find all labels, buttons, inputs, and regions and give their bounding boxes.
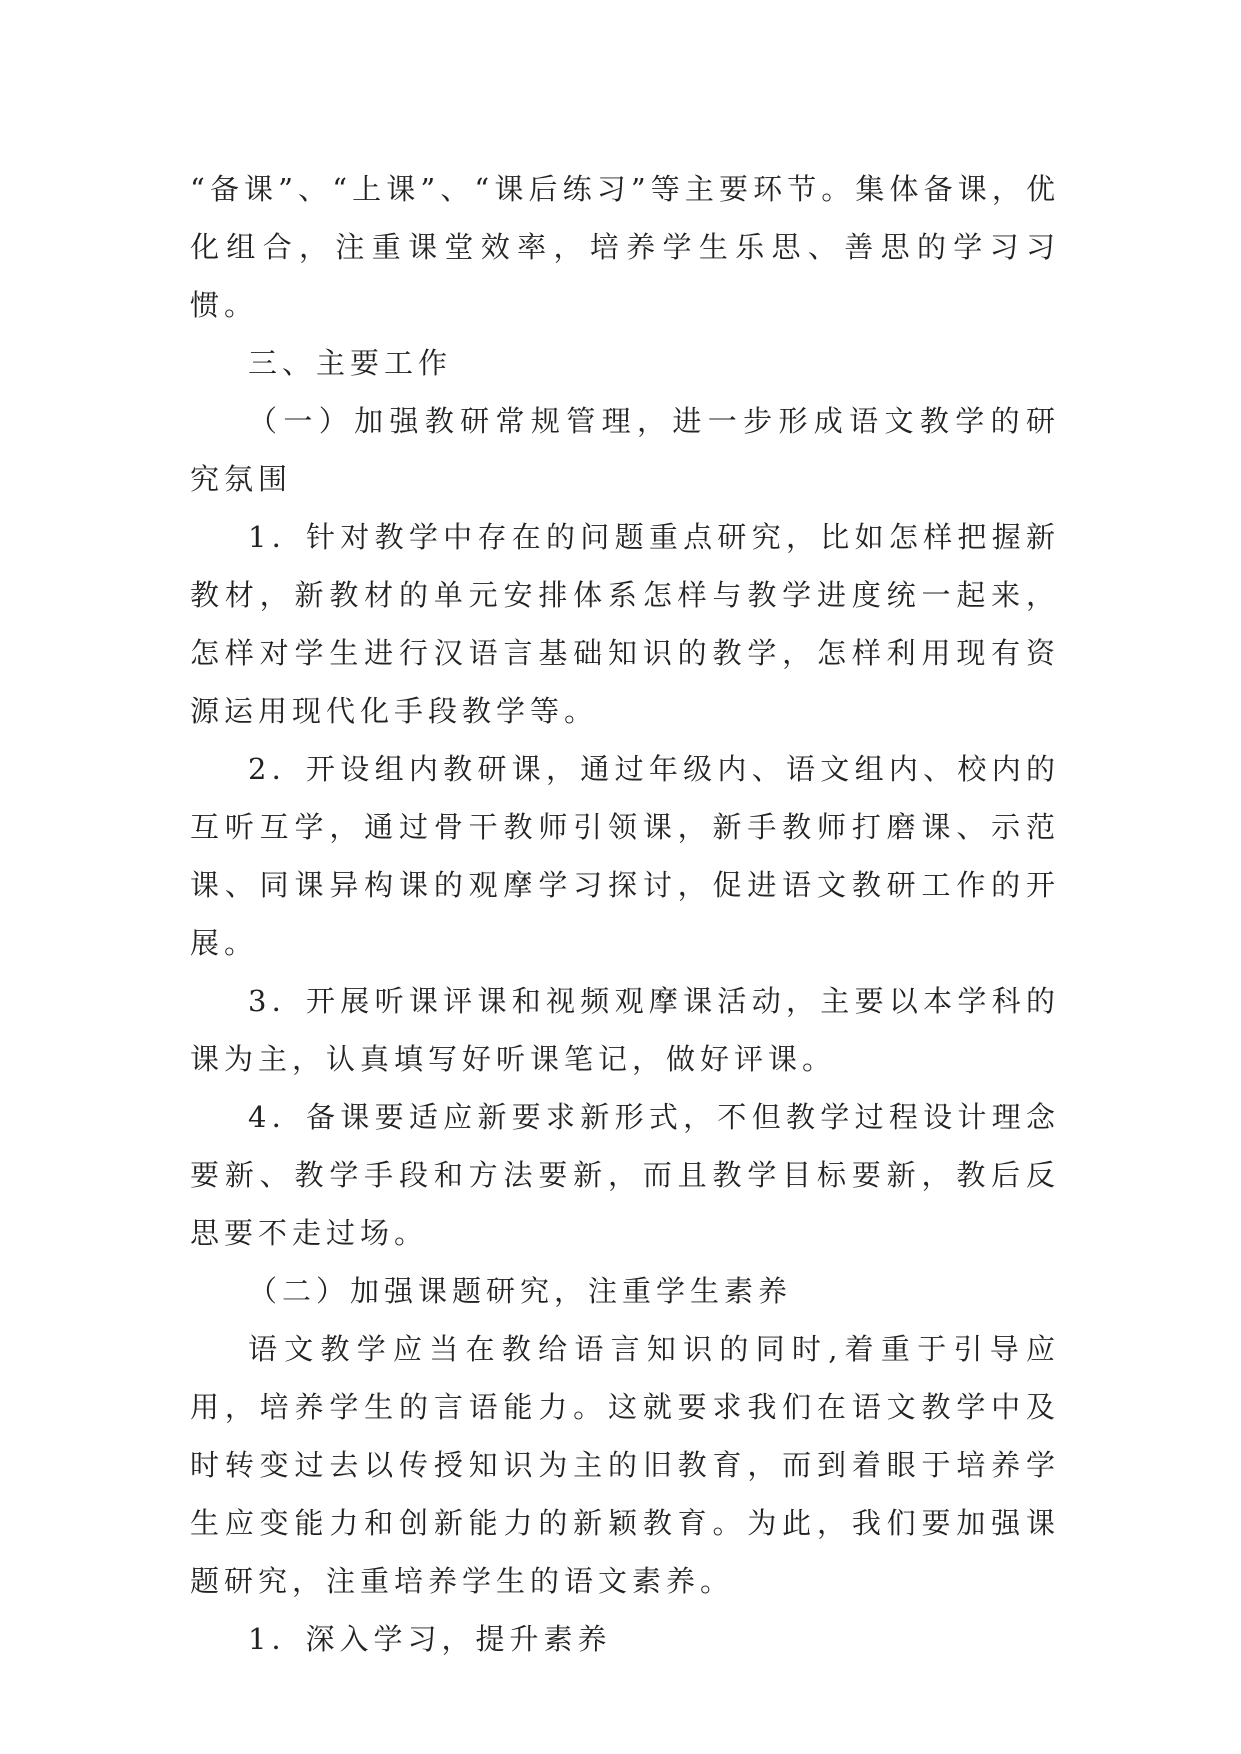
paragraph-continuation: “备课”、“上课”、“课后练习”等主要环节。集体备课，优化组合，注重课堂效率，培养学生乐思、善思的学习习惯。	[190, 172, 1060, 322]
list-item-3: 3．开展听课评课和视频观摩课活动，主要以本学科的课为主，认真填写好听课笔记，做好评课。	[190, 984, 1060, 1076]
list-item-4: 4．备课要适应新要求新形式，不但教学过程设计理念要新、教学手段和方法要新，而且教学目标要新，教后反思要不走过场。	[190, 1100, 1060, 1250]
list-item-1-second-section: 1．深入学习，提升素养	[248, 1622, 612, 1656]
list-item-1: 1．针对教学中存在的问题重点研究，比如怎样把握新教材，新教材的单元安排体系怎样与教学进度统一起来，怎样对学生进行汉语言基础知识的教学，怎样利用现有资源运用现代化手段教学等。	[190, 520, 1060, 728]
subsection-heading-2: （二）加强课题研究，注重学生素养	[248, 1274, 793, 1308]
subsection-heading-1: （一）加强教研常规管理，进一步形成语文教学的研究氛围	[190, 404, 1060, 496]
list-item-2: 2．开设组内教研课，通过年级内、语文组内、校内的互听互学，通过骨干教师引领课，新手教师打磨课、示范课、同课异构课的观摩学习探讨，促进语文教研工作的开展。	[190, 752, 1060, 960]
section-heading-main-work: 三、主要工作	[248, 346, 453, 380]
body-paragraph: 语文教学应当在教给语言知识的同时,着重于引导应用，培养学生的言语能力。这就要求我们在语文教学中及时转变过去以传授知识为主的旧教育，而到着眼于培养学生应变能力和创新能力的新颖教育。为此，我们要加强课题研究，注重培养学生的语文素养。	[190, 1332, 1060, 1598]
document-body	[190, 160, 1060, 1668]
